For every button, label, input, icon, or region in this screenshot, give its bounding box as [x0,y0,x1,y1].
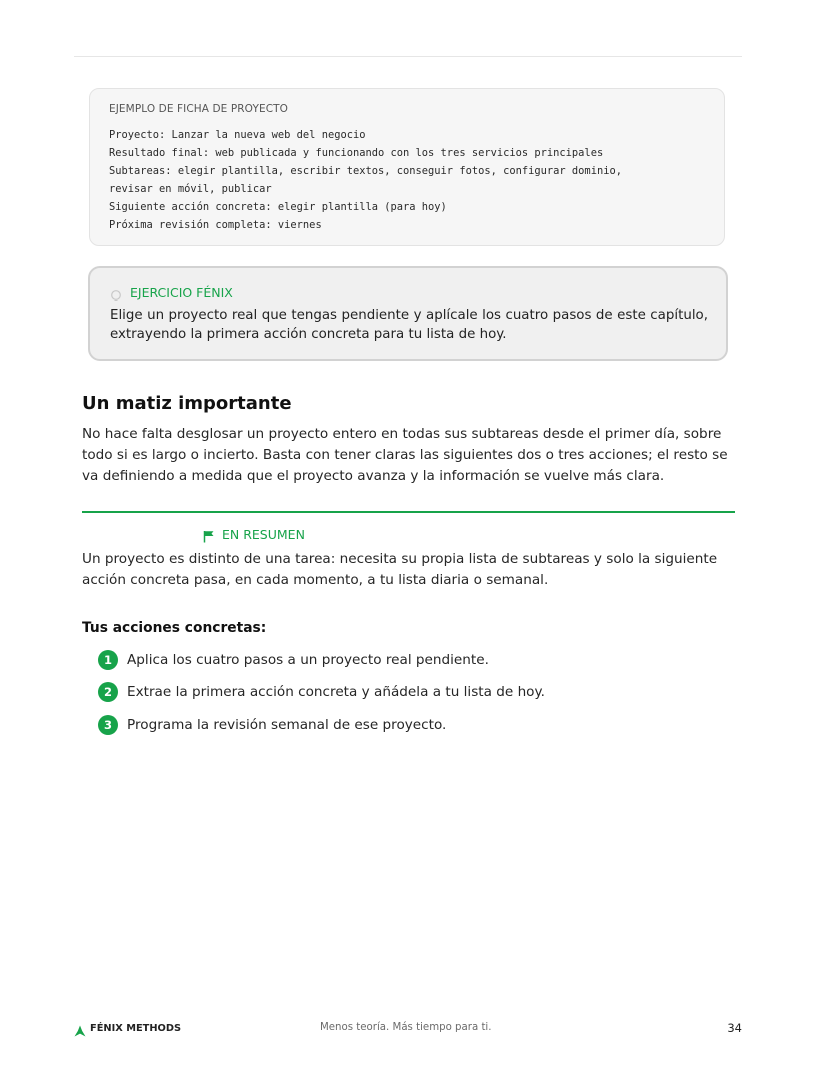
example-line: Próxima revisión completa: viernes [109,219,322,231]
section-paragraph: No hace falta desglosar un proyecto entero en todas sus subtareas desde el primer día, sobre todo si es largo o incierto. Basta con tener claras las siguientes dos o tres acciones; el resto se va definiendo a medida que el proyecto avanza y la información se vuelve más clara. [82,426,728,484]
summary-header [203,527,305,542]
action-text: Extrae la primera acción concreta y añádela a tu lista de hoy. [127,684,545,700]
example-card-code [109,126,715,234]
footer-tagline: Menos teoría. Más tiempo para ti. [320,1022,492,1033]
example-line: revisar en móvil, publicar [109,183,272,195]
page-number: 34 [727,1021,742,1035]
example-line: Proyecto: Lanzar la nueva web del negocio [109,129,366,141]
footer-brand-name: FÉNIX METHODS [90,1022,182,1034]
action-item [98,650,489,670]
action-text: Programa la revisión semanal de ese proyecto. [127,717,447,733]
exercise-text: Elige un proyecto real que tengas pendiente y aplícale los cuatro pasos de este capítulo, extrayendo la primera acción concreta para tu lista de hoy. [110,308,708,342]
section-heading: Un matiz importante [82,393,292,414]
action-number-badge: 3 [98,715,118,735]
actions-heading: Tus acciones concretas: [82,620,267,636]
action-text: Aplica los cuatro pasos a un proyecto real pendiente. [127,652,489,668]
example-line: Subtareas: elegir plantilla, escribir textos, conseguir fotos, configurar dominio, [109,165,622,177]
exercise-header [110,285,233,300]
summary-paragraph: Un proyecto es distinto de una tarea: necesita su propia lista de subtareas y solo la siguiente acción concreta pasa, en cada momento, a tu lista diaria o semanal. [82,551,718,588]
action-item [98,715,446,735]
flag-icon [203,528,215,541]
action-number-badge: 1 [98,650,118,670]
exercise-callout [88,266,728,361]
phoenix-logo-icon [74,1022,86,1034]
exercise-label: EJERCICIO FÉNIX [130,285,233,300]
header-divider [74,56,742,57]
lightbulb-icon [110,287,122,299]
footer-brand [74,1022,181,1034]
example-project-card [89,88,725,246]
summary-divider [82,511,735,513]
example-line: Siguiente acción concreta: elegir plantilla (para hoy) [109,201,447,213]
action-item [98,682,545,702]
action-number-badge: 2 [98,682,118,702]
summary-label: EN RESUMEN [222,527,305,542]
example-card-title: EJEMPLO DE FICHA DE PROYECTO [109,103,289,115]
example-line: Resultado final: web publicada y funcionando con los tres servicios principales [109,147,604,159]
